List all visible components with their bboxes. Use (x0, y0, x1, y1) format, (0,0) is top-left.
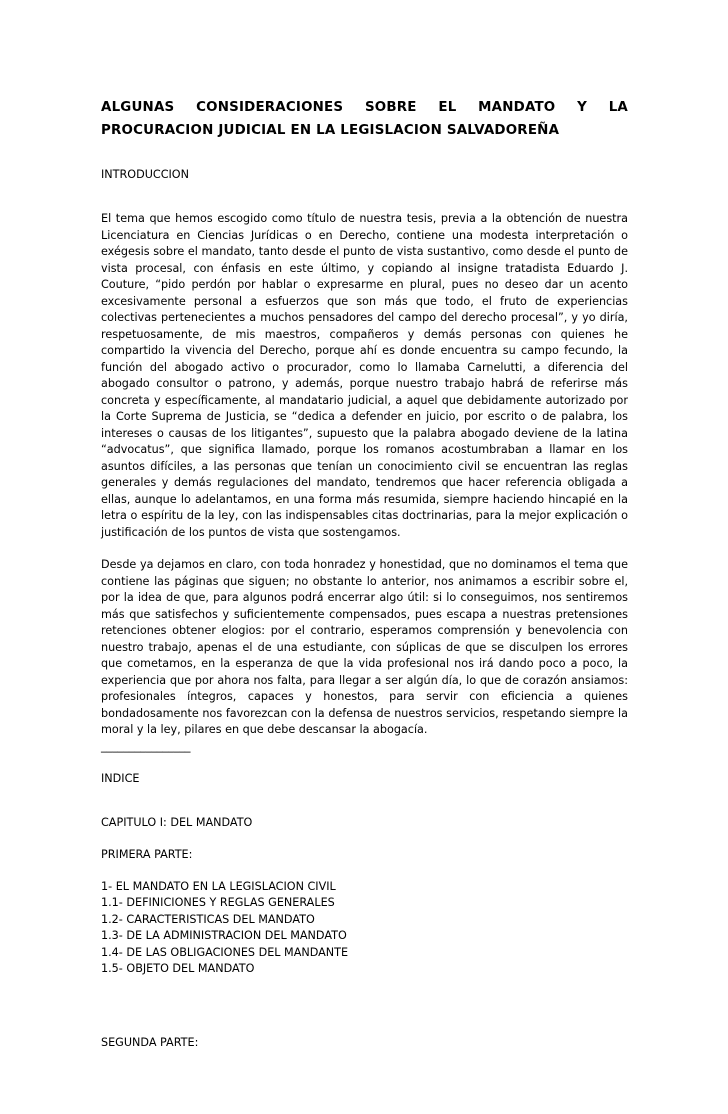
part-2-heading: SEGUNDA PARTE: (101, 1035, 199, 1049)
index-item: 1.5- OBJETO DEL MANDATO (101, 962, 255, 975)
document-title (101, 96, 628, 142)
part-1-heading: PRIMERA PARTE: (101, 847, 193, 861)
index-item: 1.1- DEFINICIONES Y REGLAS GENERALES (101, 896, 335, 909)
index-heading: INDICE (101, 771, 140, 785)
chapter-1-heading: CAPITULO I: DEL MANDATO (101, 815, 253, 829)
intro-paragraph-1: El tema que hemos escogido como título de nuestra tesis, previa a la obtención de nuestra Licenciatura en Ciencias Jurídicas o en Derecho, contiene una modesta interpretación o exégesis sobre el mandato, tanto desde el punto de vista sustantivo, como desde el punto de vista procesal, con énfasis en este último, y copiando al insigne tratadista Eduardo J. Couture, “pido perdón por hablar o expresarme en plural, pues no deseo dar un acento excesivamente personal a esfuerzos que son más que todo, el fruto de experiencias colectivas pertenecientes a muchos pensadores del campo del derecho procesal”, y yo diría, respetuosamente, de mis maestros, compañeros y demás personas con quienes he compartido la vivencia del Derecho, porque ahí es donde encuentra su campo fecundo, la función del abogado activo o procurador, como lo llamaba Carnelutti, a diferencia del abogado consultor o patrono, y además, porque nuestro trabajo habrá de referirse más concreta y específicamente, al mandatario judicial, a aquel que debidamente autorizado por la Corte Suprema de Justicia, se “dedica a defender en juicio, por escrito o de palabra, los intereses o causas de los litigantes”, supuesto que la palabra abogado deviene de la latina “advocatus”, que significa llamado, porque los romanos acostumbraban a llamar en los asuntos difíciles, a las personas que tenían un conocimiento civil se encuentran las reglas generales y demás regulaciones del mandato, tendremos que hacer referencia obligada a ellas, aunque lo adelantamos, en una forma más resumida, siempre haciendo hincapié en la letra o espíritu de la ley, con las indispensables citas doctrinarias, para la mejor explicación o justificación de los puntos de vista que sostengamos. (101, 212, 628, 539)
title-line-2: PROCURACION JUDICIAL EN LA LEGISLACION SALVADOREÑA (101, 123, 560, 138)
intro-paragraph-2: Desde ya dejamos en claro, con toda honradez y honestidad, que no dominamos el tema que contiene las páginas que siguen; no obstante lo anterior, nos animamos a escribir sobre el, por la idea de que, para algunos podrá encerrar algo útil: si lo conseguimos, nos sentiremos más que satisfechos y suficientemente compensados, pues escapa a nuestras pretensiones retenciones obtener elogios: por el contrario, esperamos comprensión y benevolencia con nuestro trabajo, apenas el de una estudiante, con súplicas de que se disculpen los errores que cometamos, en la esperanza de que la vida profesional nos irá dando poco a poco, la experiencia que por ahora nos falta, para llegar a ser algún día, lo que de corazón ansiamos: profesionales íntegros, capaces y honestos, para servir con eficiencia a quienes bondadosamente nos favorezcan con la defensa de nuestros servicios, respetando siempre la moral y la ley, pilares en que debe descansar la abogacía. (101, 558, 628, 736)
index-list (101, 879, 628, 978)
index-item: 1- EL MANDATO EN LA LEGISLACION CIVIL (101, 879, 336, 893)
document-page (101, 96, 628, 1051)
index-item: 1.2- CARACTERISTICAS DEL MANDATO (101, 912, 315, 926)
title-line-1: ALGUNAS CONSIDERACIONES SOBRE EL MANDATO Y LA (101, 100, 628, 115)
separator-line: ________________ (101, 739, 191, 753)
index-item: 1.4- DE LAS OBLIGACIONES DEL MANDANTE (101, 945, 349, 959)
index-item: 1.3- DE LA ADMINISTRACION DEL MANDATO (101, 929, 347, 942)
intro-heading: INTRODUCCION (101, 168, 189, 181)
